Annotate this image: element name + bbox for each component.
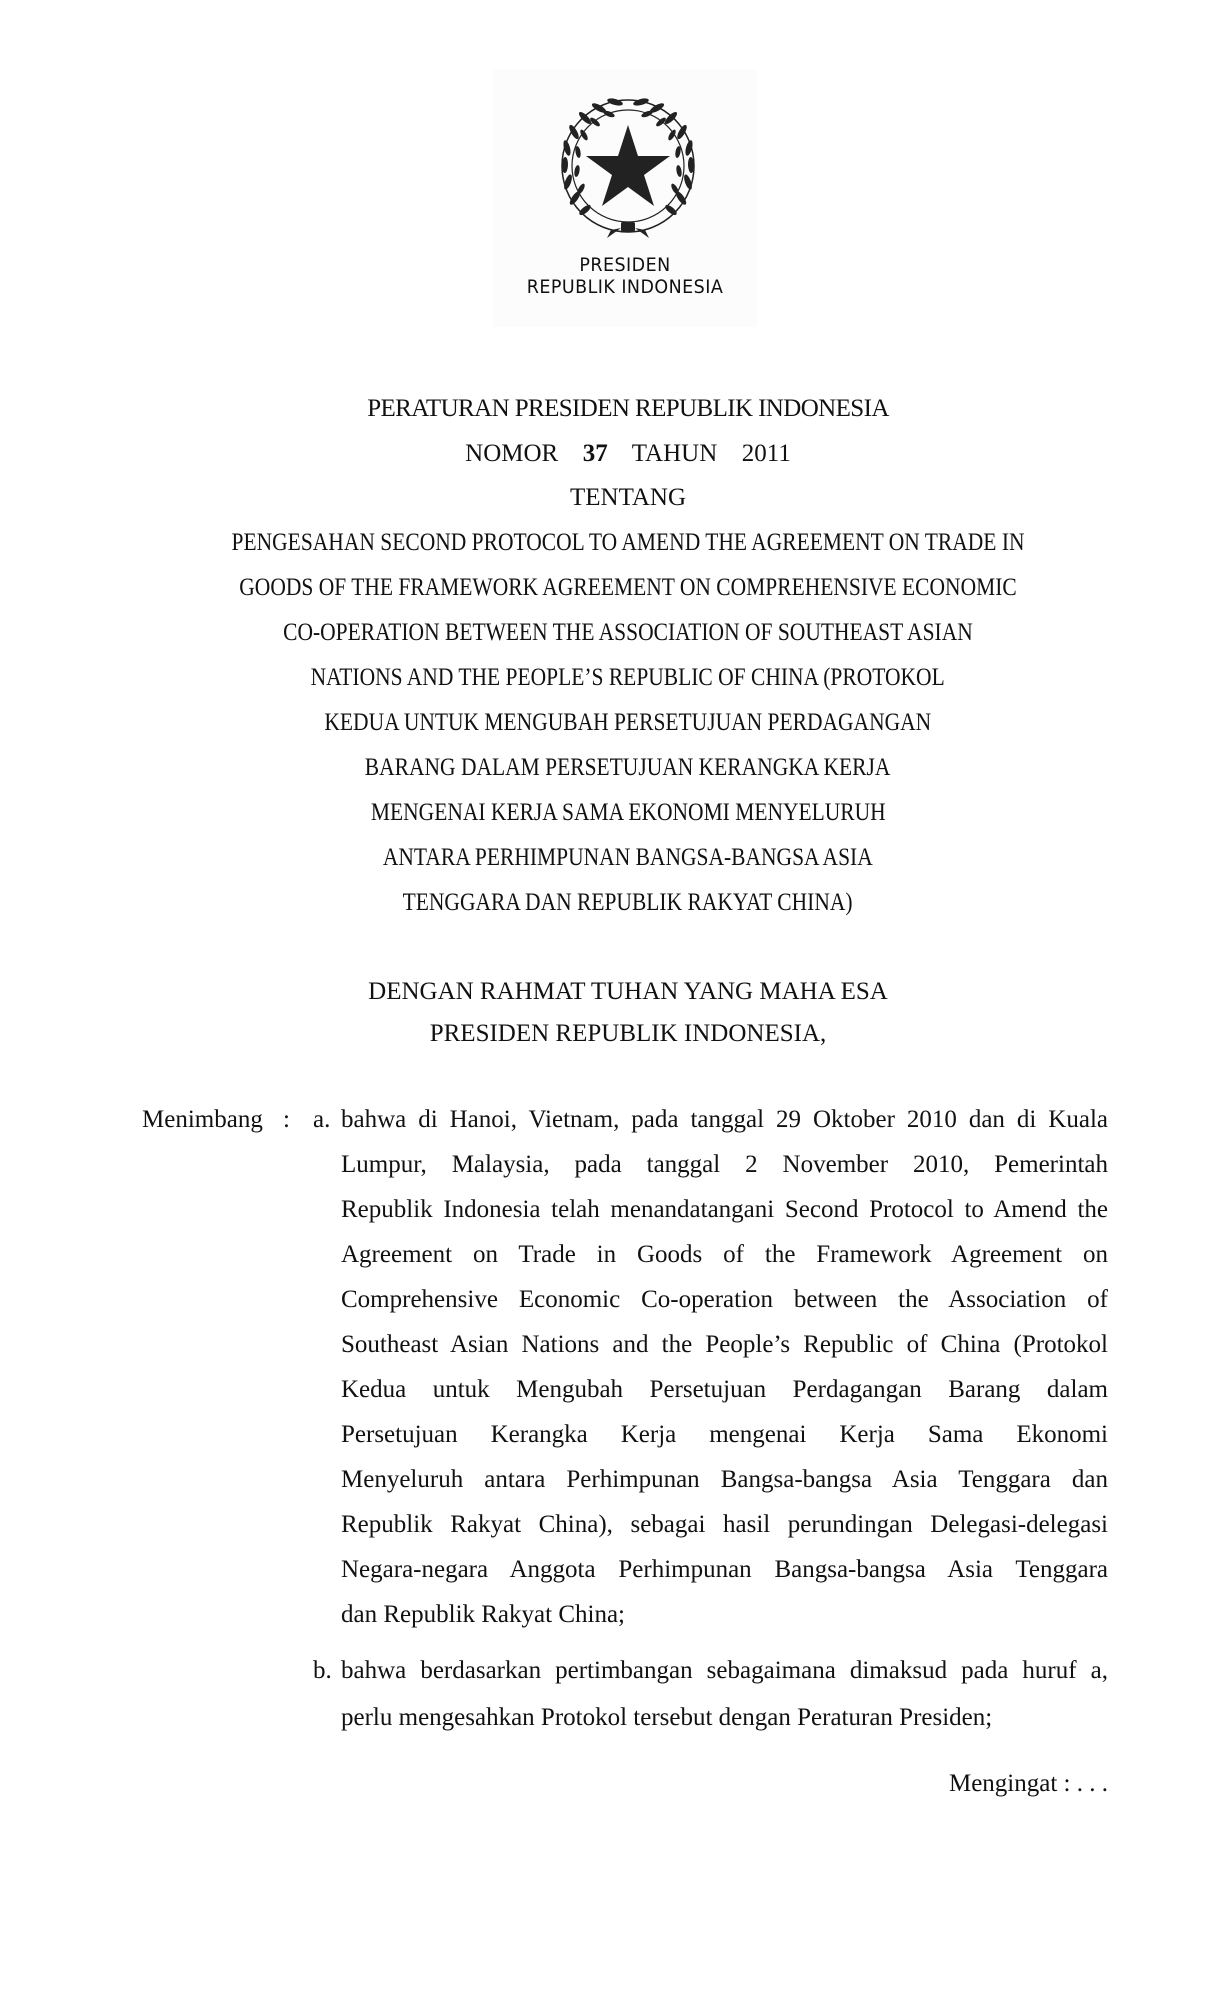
item-a-line — [341, 1502, 1108, 1547]
item-b-line — [341, 1695, 1108, 1740]
item-a-line — [341, 1322, 1108, 1367]
regulation-type-text: PERATURAN PRESIDEN REPUBLIK INDONESIA — [367, 395, 889, 422]
next-page-catchword: Mengingat : . . . — [948, 1770, 1108, 1797]
item-a-line-text: Persetujuan Kerangka Kerja mengenai Kerja Sama Ekonomi — [341, 1421, 1108, 1448]
regulation-year: 2011 — [741, 440, 791, 467]
item-a-line — [341, 1187, 1108, 1232]
year-label: TAHUN — [631, 440, 718, 467]
title-line-text: NATIONS AND THE PEOPLE’S REPUBLIC OF CHINA (PROTOKOL — [310, 664, 946, 691]
item-b-line-text: bahwa berdasarkan pertimbangan sebagaimana dimaksud pada huruf a, — [341, 1657, 1108, 1684]
title-line-text: TENGGARA DAN REPUBLIK RAKYAT CHINA) — [403, 889, 853, 916]
title-line — [0, 835, 1224, 880]
title-line — [0, 880, 1224, 925]
item-a-line-text: bahwa di Hanoi, Vietnam, pada tanggal 29 Oktober 2010 dan di Kuala — [341, 1106, 1108, 1133]
item-a-line-text: Negara-negara Anggota Perhimpunan Bangsa-bangsa Asia Tenggara — [341, 1556, 1108, 1583]
title-line-text: PENGESAHAN SECOND PROTOCOL TO AMEND THE AGREEMENT ON TRADE IN — [231, 529, 1025, 556]
item-a-line — [341, 1232, 1108, 1277]
item-a-line — [341, 1457, 1108, 1502]
about-label — [0, 475, 1224, 520]
item-a-line-text: Republik Rakyat China), sebagai hasil perundingan Delegasi-delegasi — [341, 1511, 1108, 1538]
item-a-line-text: Kedua untuk Mengubah Persetujuan Perdagangan Barang dalam — [341, 1376, 1108, 1403]
authority — [0, 1011, 1224, 1056]
item-a-line-text: Lumpur, Malaysia, pada tanggal 2 November 2010, Pemerintah — [341, 1151, 1108, 1178]
item-a-line-text: dan Republik Rakyat China; — [341, 1601, 625, 1628]
presidential-emblem-icon — [549, 86, 707, 240]
item-marker-a: a. — [313, 1106, 331, 1133]
item-a-line — [341, 1277, 1108, 1322]
regulation-number-value: 37 — [582, 440, 608, 467]
item-b-line — [341, 1648, 1108, 1693]
item-a-line-text: Comprehensive Economic Co-operation between the Association of — [341, 1286, 1108, 1313]
title-line-text: GOODS OF THE FRAMEWORK AGREEMENT ON COMPREHENSIVE ECONOMIC — [239, 574, 1017, 601]
letterhead-subtitle: REPUBLIK INDONESIA — [526, 276, 724, 298]
title-line-text: BARANG DALAM PERSETUJUAN KERANGKA KERJA — [365, 754, 891, 781]
item-a-line — [341, 1412, 1108, 1457]
title-line — [0, 700, 1224, 745]
letterhead-title: PRESIDEN — [579, 254, 671, 276]
title-line-text: ANTARA PERHIMPUNAN BANGSA-BANGSA ASIA — [383, 844, 873, 871]
item-a-line — [341, 1097, 1108, 1142]
about-text: TENTANG — [569, 484, 687, 511]
number-prefix: NOMOR — [465, 440, 559, 467]
considerations-separator: : — [283, 1106, 290, 1133]
considerations-label: Menimbang — [142, 1106, 263, 1133]
regulation-type — [0, 386, 1224, 431]
item-a-line-text: Republik Indonesia telah menandatangani Second Protocol to Amend the — [341, 1196, 1108, 1223]
title-line — [0, 565, 1224, 610]
title-line-text: MENGENAI KERJA SAMA EKONOMI MENYELURUH — [370, 799, 886, 826]
invocation — [0, 969, 1224, 1014]
item-b-line-text: perlu mengesahkan Protokol tersebut dengan Peraturan Presiden; — [341, 1704, 993, 1731]
item-a-line — [341, 1547, 1108, 1592]
title-line — [0, 655, 1224, 700]
item-a-line-text: Agreement on Trade in Goods of the Framework Agreement on — [341, 1241, 1108, 1268]
title-line — [0, 520, 1224, 565]
title-line-text: CO-OPERATION BETWEEN THE ASSOCIATION OF SOUTHEAST ASIAN — [283, 619, 973, 646]
title-line-text: KEDUA UNTUK MENGUBAH PERSETUJUAN PERDAGANGAN — [324, 709, 932, 736]
title-line — [0, 745, 1224, 790]
item-a-line — [341, 1367, 1108, 1412]
item-a-line-text: Menyeluruh antara Perhimpunan Bangsa-bangsa Asia Tenggara dan — [341, 1466, 1108, 1493]
item-marker-b: b. — [313, 1657, 332, 1684]
item-a-line-text: Southeast Asian Nations and the People’s Republic of China (Protokol — [341, 1331, 1108, 1358]
authority-text: PRESIDEN REPUBLIK INDONESIA, — [429, 1020, 827, 1047]
regulation-number — [0, 431, 1224, 476]
item-a-line — [341, 1142, 1108, 1187]
invocation-text: DENGAN RAHMAT TUHAN YANG MAHA ESA — [368, 978, 888, 1005]
item-a-line — [341, 1592, 1108, 1637]
title-line — [0, 790, 1224, 835]
number-line — [465, 431, 791, 476]
title-line — [0, 610, 1224, 655]
